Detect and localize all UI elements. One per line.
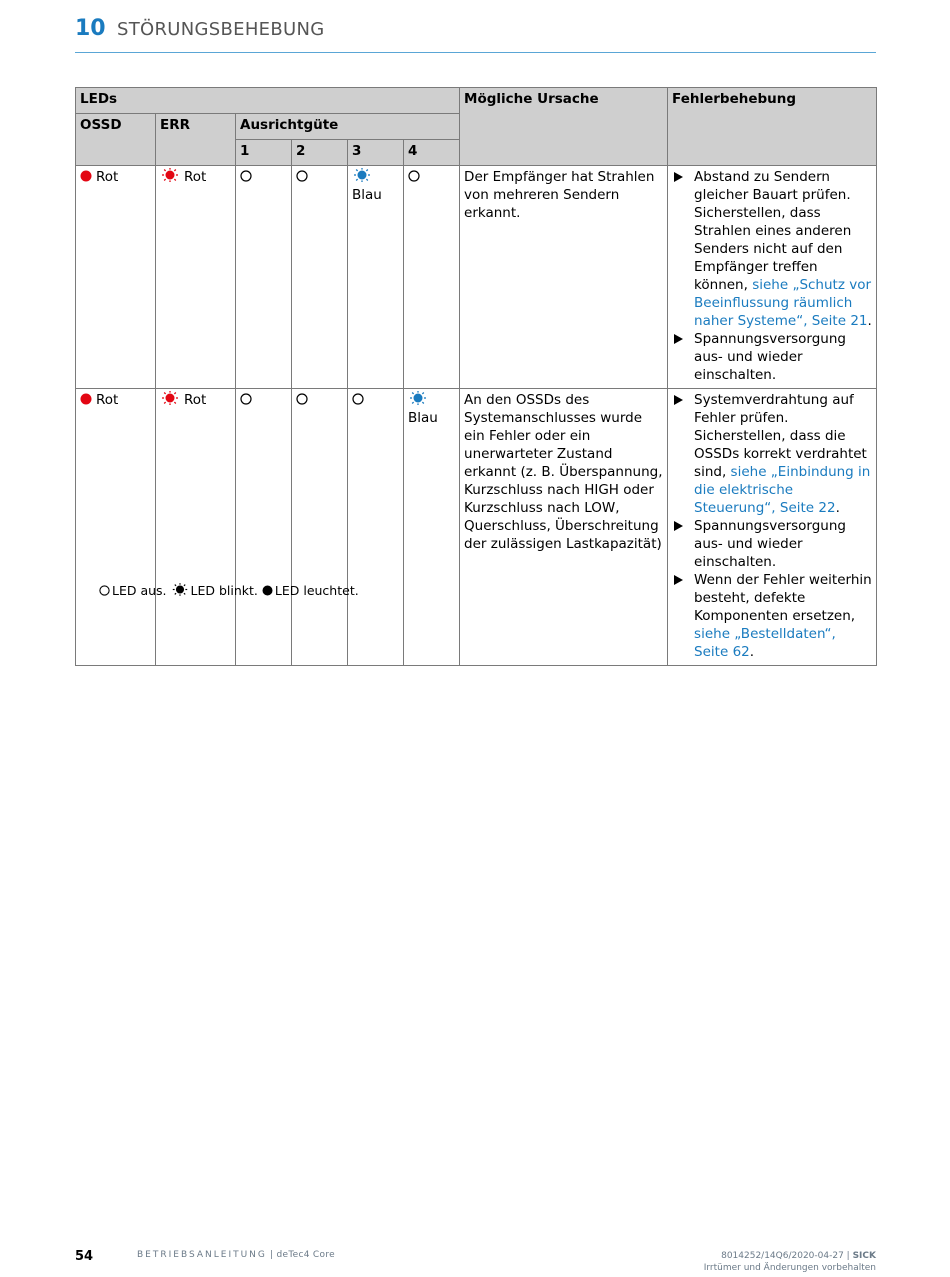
filled-circle-icon: [80, 170, 92, 182]
list-item: Wenn der Fehler weiterhin besteht, defekte Komponenten ersetzen, siehe „Bestelldaten“, Seite 62.: [672, 571, 872, 661]
cell-alignment-4: [404, 166, 460, 389]
filled-circle-icon: [262, 585, 273, 596]
cell-ossd: [76, 166, 156, 389]
starburst-dot-icon: [408, 391, 428, 405]
cross-reference-link[interactable]: siehe „Einbindung in die elektrische Steuerung“, Seite 22: [694, 464, 871, 516]
blue-label: Blau: [352, 187, 382, 203]
disclaimer: Irrtümer und Änderungen vorbehalten: [703, 1263, 876, 1273]
doc-id: 8014252/14Q6/2020-04-27: [721, 1251, 844, 1261]
header-alignment-2: 2: [292, 140, 348, 166]
header-leds: LEDs: [76, 88, 460, 114]
starburst-dot-icon: [171, 583, 189, 596]
err-color: Rot: [184, 392, 207, 408]
cell-alignment-2: [292, 389, 348, 666]
legend-on: LED leuchtet.: [274, 583, 359, 598]
cross-reference-link[interactable]: siehe „Schutz vor Beeinflussung räumlich naher Systeme“, Seite 21: [694, 277, 872, 329]
remedy-steps: [672, 168, 872, 384]
header-cause: Mögliche Ursache: [460, 88, 668, 166]
header-alignment: Ausrichtgüte: [236, 114, 460, 140]
brand: SICK: [852, 1251, 876, 1261]
table-row: [76, 166, 877, 389]
circle-outline-icon: [296, 393, 308, 405]
remedy-steps: [672, 391, 872, 661]
circle-outline-icon: [240, 393, 252, 405]
header-alignment-3: 3: [348, 140, 404, 166]
list-item: Abstand zu Sendern gleicher Bauart prüfen. Sicherstellen, dass Strahlen eines anderen Senders nicht auf den Empfänger treffen können, siehe „Schutz vor Beeinflussung räumlich naher Systeme“, Seite 21.: [672, 168, 872, 330]
list-item: Spannungsversorgung aus- und wieder einschalten.: [672, 330, 872, 384]
cell-alignment-4: [404, 389, 460, 666]
blue-label: Blau: [408, 410, 438, 426]
cell-alignment-3: [348, 389, 404, 666]
starburst-dot-icon: [160, 168, 180, 182]
cell-alignment-1: [236, 166, 292, 389]
table-row: [76, 389, 877, 666]
circle-outline-icon: [408, 170, 420, 182]
ossd-color: Rot: [96, 169, 119, 185]
header-ossd: OSSD: [76, 114, 156, 166]
footer-separator: |: [266, 1250, 277, 1260]
header-err: ERR: [156, 114, 236, 166]
troubleshooting-table: [75, 87, 877, 666]
product-name: deTec4 Core: [276, 1250, 335, 1260]
cell-alignment-1: [236, 389, 292, 666]
cross-reference-link[interactable]: siehe „Bestelldaten“, Seite 62: [694, 626, 836, 660]
cell-alignment-2: [292, 166, 348, 389]
cell-alignment-3: [348, 166, 404, 389]
footer-document: [137, 1250, 335, 1260]
starburst-dot-icon: [352, 168, 372, 182]
circle-outline-icon: [99, 585, 110, 596]
circle-outline-icon: [296, 170, 308, 182]
legend-off: LED aus.: [112, 583, 167, 598]
chapter-number: 10: [75, 16, 106, 41]
header-alignment-4: 4: [404, 140, 460, 166]
header-remedy: Fehlerbehebung: [668, 88, 877, 166]
cell-ossd: [76, 389, 156, 666]
ossd-color: Rot: [96, 392, 119, 408]
cell-cause: Der Empfänger hat Strahlen von mehreren Sendern erkannt.: [460, 166, 668, 389]
doc-type: BETRIEBSANLEITUNG: [137, 1250, 267, 1260]
cell-cause: An den OSSDs des Systemanschlusses wurde ein Fehler oder ein unerwarteter Zustand erkannt (z. B. Überspannung, Kurzschluss nach HIGH oder Kurzschluss nach LOW, Querschluss, Überschreitung der zulässigen Lastkapazität): [460, 389, 668, 666]
filled-circle-icon: [80, 393, 92, 405]
footer-meta: 8014252/14Q6/2020-04-27 | SICK Irrtümer und Änderungen vorbehalten: [703, 1251, 876, 1273]
cell-err: [156, 389, 236, 666]
legend-blink: LED blinkt.: [190, 583, 258, 598]
circle-outline-icon: [240, 170, 252, 182]
list-item: Systemverdrahtung auf Fehler prüfen. Sicherstellen, dass die OSSDs korrekt verdrahtet sind, siehe „Einbindung in die elektrische Steuerung“, Seite 22.: [672, 391, 872, 517]
page-number: 54: [75, 1249, 94, 1264]
led-legend: [99, 583, 359, 598]
starburst-dot-icon: [160, 391, 180, 405]
cell-remedy: [668, 166, 877, 389]
chapter-title: STÖRUNGSBEHEBUNG: [117, 19, 325, 40]
err-color: Rot: [184, 169, 207, 185]
circle-outline-icon: [352, 393, 364, 405]
header-alignment-1: 1: [236, 140, 292, 166]
cell-err: [156, 166, 236, 389]
page-header: [75, 14, 876, 53]
cell-remedy: [668, 389, 877, 666]
list-item: Spannungsversorgung aus- und wieder einschalten.: [672, 517, 872, 571]
